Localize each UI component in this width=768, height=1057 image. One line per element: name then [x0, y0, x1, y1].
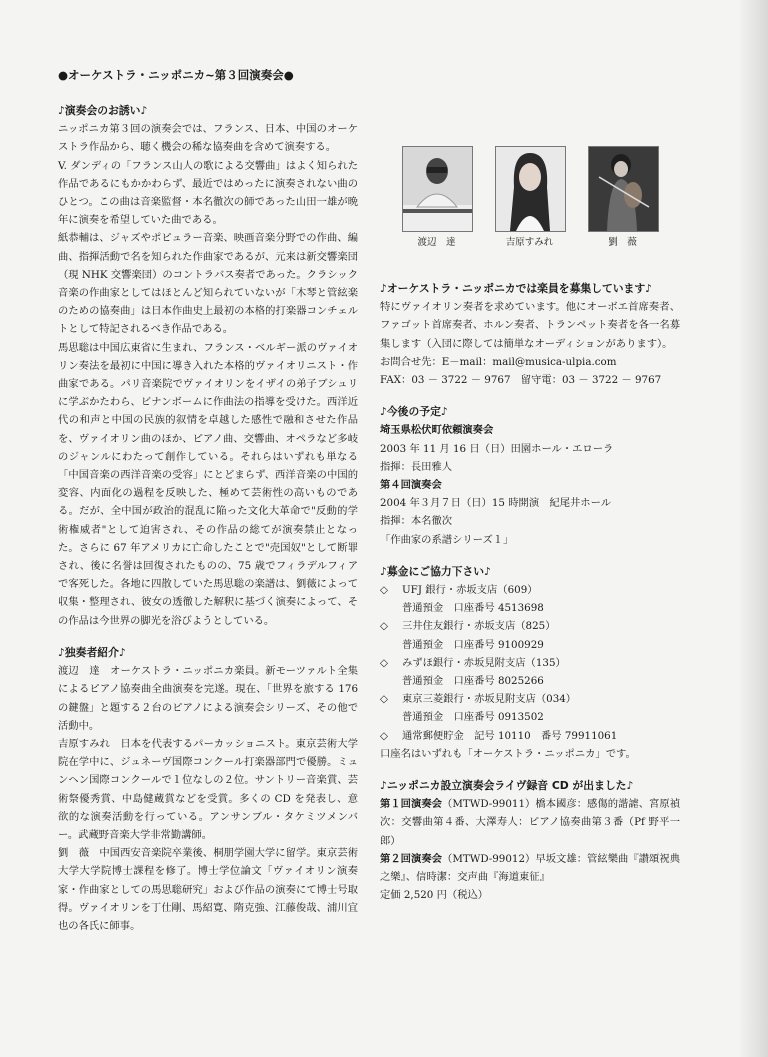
list-item [380, 581, 680, 599]
photo-yoshihara [495, 146, 564, 250]
invitation-dindy: V. ダンディの「フランス山人の歌による交響曲」はよく知られた作品であるにもかかわらず、最近ではめったに演奏されない曲のひとつ。この曲は音楽監督・本名徹次の師であった山田一雄が晩年に演奏を希望していた曲である。 [58, 159, 358, 227]
bank-name: 東京三菱銀行・赤坂見附支店（034） [402, 693, 577, 706]
cd-first-body: （MTWD-99011）橋本國彦：感傷的諧謔、宮原禎次：交響曲第４番、大澤寿人：ピアノ協奏曲第３番（Pf 野平一郎） [380, 798, 680, 847]
soloist-watanabe: 渡辺 達 オーケストラ・ニッポニカ楽員。新モーツァルト全集によるピアノ協奏曲全曲演奏を完遂。現在、「世界を旅する 176 の鍵盤」と題する２台のピアノによる演奏会シリーズ、その他で活動中。 [58, 665, 358, 732]
photo-caption: 劉 薇 [608, 237, 637, 248]
portrait-violinist-icon [588, 146, 659, 232]
schedule-heading: ♪今後の予定♪ [380, 405, 448, 419]
cd-heading: ♪ニッポニカ設立演奏会ライヴ録音 CD が出ました♪ [380, 779, 634, 793]
invitation-intro: ニッポニカ第３回の演奏会では、フランス、日本、中国のオーケストラ作品から、聴く機会の稀な協奏曲を含めて演奏する。 [58, 123, 358, 154]
photo-liu [588, 146, 657, 250]
cd-second-label: 第２回演奏会 [380, 852, 442, 865]
list-item [380, 617, 680, 635]
bank-account: 普通預金 口座番号 9100929 [402, 638, 544, 651]
soloist-liu: 劉 薇 中国西安音楽院卒業後、桐朋学園大学に留学。東京芸術大学大学院博士課程を修了。博士学位論文「ヴァイオリン演奏家・作曲家としての馬思聡研究」および作品の演奏にて博士号取得。ヴァイオリンを丁仕剛、馬紹寛、隋克強、江藤俊哉、浦川宜也の各氏に師事。 [58, 847, 358, 932]
list-item [380, 727, 680, 745]
list-item [380, 690, 680, 708]
recruit-heading: ♪オーケストラ・ニッポニカでは楽員を募集しています♪ [380, 282, 653, 295]
list-item [380, 654, 680, 672]
bank-list [380, 581, 680, 745]
event2-date: 2004 年３月７日（日）15 時開演 紀尾井ホール [380, 497, 611, 510]
photo-watanabe [402, 146, 471, 250]
bank-name: みずほ銀行・赤坂見附支店（135） [402, 656, 566, 669]
portrait-at-piano-icon [402, 146, 473, 232]
event2-title: 第４回演奏会 [380, 479, 442, 492]
donation-heading: ♪募金にご協力下さい♪ [380, 564, 491, 578]
portrait-woman-icon [495, 146, 566, 232]
soloists-heading: ♪独奏者紹介♪ [58, 645, 126, 659]
event1-conductor: 指揮：長田雅人 [380, 460, 453, 473]
recruit-contact: お問合せ先：E－mail：mail@musica-ulpia.com [380, 355, 617, 368]
bank-name: UFJ 銀行・赤坂支店（609） [402, 584, 538, 597]
postal-account: 通常郵便貯金 記号 10110 番号 79911061 [402, 729, 618, 742]
soloist-photos [402, 146, 680, 250]
diamond-bullet-icon: ◇ [380, 584, 388, 597]
diamond-bullet-icon: ◇ [380, 729, 388, 742]
photo-caption: 吉原すみれ [505, 237, 554, 248]
bank-account: 普通預金 口座番号 0913502 [402, 711, 544, 724]
diamond-bullet-icon: ◇ [380, 620, 388, 633]
photo-caption: 渡辺 達 [417, 237, 456, 248]
recruit-body: 特にヴァイオリン奏者を求めています。他にオーボエ首席奏者、ファゴット首席奏者、ホルン奏者、トランペット奏者を各一名募集します（入団に際しては簡単なオーディションがあります）。 [380, 301, 680, 350]
event2-conductor: 指揮：本名徹次 [380, 515, 453, 528]
right-column [380, 66, 680, 905]
recruit-fax: FAX：03 － 3722 － 9767 留守電：03 － 3722 － 9767 [380, 374, 662, 387]
page-title: ●オーケストラ・ニッポニカ~第３回演奏会● [58, 68, 294, 82]
invitation-heading: ♪演奏会のお誘い♪ [58, 104, 148, 117]
diamond-bullet-icon: ◇ [380, 693, 388, 706]
cd-first-label: 第１回演奏会 [380, 798, 442, 811]
bank-account: 普通預金 口座番号 8025266 [402, 675, 544, 688]
cd-second-body: （MTWD-99012）早坂文雄：管絃樂曲『讃頌祝典之樂』、信時潔：交声曲『海道東征』 [380, 852, 680, 884]
event2-series: 「作曲家の系譜シリーズ１」 [380, 533, 514, 546]
event1-title: 埼玉県松伏町依頼演奏会 [380, 424, 494, 437]
cd-first-release [380, 795, 680, 850]
bank-name: 三井住友銀行・赤坂支店（825） [402, 620, 556, 633]
invitation-ma: 馬思聡は中国広東省に生まれ、フランス・ベルギー派のヴァイオリン奏法を最初に中国に導き入れた本格的ヴァイオリニスト・作曲家である。パリ音楽院でヴァイオリンをイザイの弟子ブシュリに学ぶかたわら、ビナンボームに作曲法の指導を受けた。西洋近代の和声と中国の民族的叙情を卓越した感性で融和させた作品を、ヴァイオリン曲のほか、ピアノ曲、交響曲、オペラなど多岐のジャンルにわたって創作している。それらはいずれも単なる「中国音楽の西洋音楽の受容」にとどまらず、西洋音楽の中国的変容、内面化の過程を反映した、極めて芸術性の高いものである。だが、全中国が政治的混乱に陥った文化大革命で"反動的学術権威者"として迫害され、その作品の総てが演奏禁止となった。さらに 67 年アメリカに亡命したことで"売国奴"として断罪され、後に名誉は回復されたものの、75 歳でフィラデルフィアで客死した。各地に四散していた馬思聡の楽譜は、劉薇によって収集・整理され、彼女の透徹した解釈に基づく演奏によって、その作品は今世界の脚光を浴びようとしている。 [58, 341, 358, 627]
invitation-nurekawa: 紙恭輔は、ジャズやポピュラー音楽、映画音楽分野での作曲、編曲、指揮活動で名を知られた作曲家であるが、元来は新交響楽団（現 NHK 交響楽団）のコントラバス奏者であった。クラシック音楽の作曲家としてはほとんど知られていないが「木琴と管絃楽のための協奏曲」は日本作曲史上最初の本格的打楽器コンチェルトとして特記されるべき作品である。 [58, 232, 358, 336]
diamond-bullet-icon: ◇ [380, 656, 388, 669]
page-edge-shadow [738, 0, 768, 1057]
left-column [58, 66, 358, 935]
bank-account: 普通預金 口座番号 4513698 [402, 602, 544, 615]
cd-second-release [380, 850, 680, 886]
account-name-note: 口座名はいずれも「オーケストラ・ニッポニカ」です。 [380, 747, 636, 760]
soloist-yoshihara: 吉原すみれ 日本を代表するパーカッショニスト。東京芸術大学院在学中に、ジュネーヴ国際コンクール打楽器部門で優勝。ミュンヘン国際コンクールで１位なしの２位。サントリー音楽賞、芸術祭優秀賞、中島健蔵賞などを受賞。多くの CD を発表し、意欲的な演奏活動を行っている。アンサンブル・タケミツメンバー。武蔵野音楽大学非常勤講師。 [58, 737, 358, 841]
event1-date: 2003 年 11 月 16 日（日）田園ホール・エローラ [380, 442, 614, 455]
cd-price: 定価 2,520 円（税込） [380, 889, 489, 902]
